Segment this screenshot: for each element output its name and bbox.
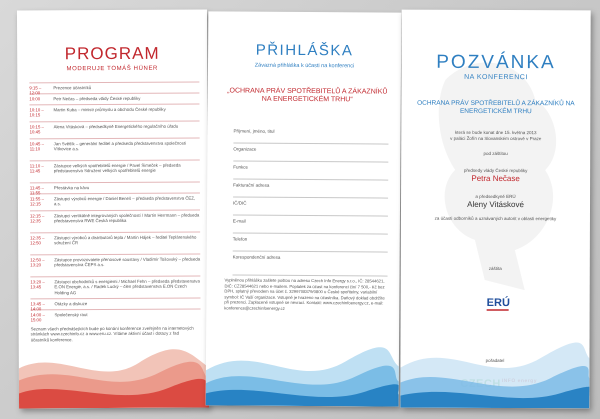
invitation-sheet <box>400 10 590 409</box>
program-row <box>29 82 199 94</box>
program-wave-graphic <box>19 338 209 409</box>
program-row-time: 11:55 – 12:15 <box>29 196 44 207</box>
registration-headline: „OCHRANA PRÁV SPOTŘEBITELŮ A ZÁKAZNÍKŮ NA ENERGETICKÉM TRHU“ <box>227 87 388 104</box>
program-row-time: 11:10 – 11:45 <box>29 163 44 174</box>
eru-logo <box>483 290 513 318</box>
program-row-text: Petr Nečas – předseda vlády České republiky <box>53 95 141 102</box>
invitation-title: POZVÁNKA <box>436 51 556 74</box>
registration-wave-graphic <box>206 335 399 406</box>
program-row-text: Otázky a diskuze <box>54 301 88 307</box>
invitation-eru-name: Aleny Vitáskové <box>467 199 524 210</box>
form-field-label: Organizace <box>233 144 388 163</box>
program-row-text: Společenský raut <box>54 312 88 318</box>
program-row <box>30 210 200 233</box>
program-row <box>29 104 199 122</box>
registration-subtitle: Závazná přihláška k účasti na konferenci <box>254 62 355 70</box>
program-row-text: Prezence účastníků <box>53 85 92 91</box>
invitation-pm-name: Petra Nečase <box>471 173 520 184</box>
program-row <box>30 121 200 139</box>
program-row-text: Zástupce provozovatele přenosové soustavy / Vladimír Tošovský – předseda představenstva ČEPS a.s. <box>54 256 201 268</box>
program-row-text: Přestávka na kávu <box>53 185 90 191</box>
program-row-time: 10:00 <box>29 96 41 102</box>
registration-notes: Vyplněnou přihlášku zašlete poštou na adresu Czech Info Energy s.r.o., IČ: 28544621, DIČ: CZ28544621 nebo e-mailem. Poplatek za účast na konferenci činí 7 500,- Kč bez DPH, splatný převodem na účet č. 3299708379/0800 u České spořitelny, variabilní symbol: IČ Vaší organizace. Vstupné je hrazeno na účastníka. Daňový doklad obdržíte při prezenci. Zaplacené vstupné se nevrací. Kontakt: www.czechinfoenergy.cz, e-mail: konference@czechinfoenergy.cz <box>224 277 385 311</box>
program-row-text: Jan Světlík – generální ředitel a předseda představenstva společnosti Vítkovice a.s. <box>53 140 187 152</box>
program-row-text: Zástupci výrobců a distributorů tepla / Martin Hájek – ředitel Teplárenského sdružení ČR <box>54 234 197 246</box>
invitation-subtitle: NA KONFERENCI <box>464 73 528 82</box>
form-field-label: E-mail <box>233 216 388 235</box>
form-field-label: Telefon <box>233 234 388 253</box>
invitation-wave-graphic <box>400 318 589 409</box>
form-field-label: IČ/DIČ <box>233 198 388 217</box>
program-row-time: 13:20 – 13:45 <box>30 279 45 290</box>
registration-sheet <box>206 11 402 406</box>
program-row-time: 13:45 – 14:00 <box>30 301 45 312</box>
program-row <box>31 309 201 321</box>
program-row <box>30 182 200 194</box>
program-row-time: 9:15 – 12:00 <box>29 85 42 96</box>
program-row <box>30 298 200 310</box>
program-row-time: 12:35 – 12:50 <box>30 235 45 246</box>
program-row <box>30 138 200 161</box>
program-row <box>30 254 200 277</box>
program-row-text: Zástupci obchodníků s energiemi / Michael Fehn – předseda představenstva E.ON Energie, a.s. / Radek Lucký – člen představenstva E.ON Czech Holding AG <box>54 278 200 296</box>
program-row <box>30 160 200 183</box>
program-row-time: 12:15 – 12:35 <box>30 213 45 224</box>
program-row-text: Alena Vitásková – předsedkyně Energetického regulačního úřadu <box>53 123 179 130</box>
registration-form <box>233 126 389 277</box>
program-row-time: 10:45 – 11:10 <box>29 141 45 152</box>
program-row-time: 10:15 – 10:45 <box>29 124 44 135</box>
program-row-time: 11:45 – 11:55 <box>29 185 44 196</box>
form-field-label: Fakturační adresa <box>233 180 388 199</box>
invitation-pm-role: předsedy vlády České republiky <box>463 167 528 174</box>
program-row-text: Martin Kuba – ministr průmyslu a obchodu České republiky <box>53 106 166 113</box>
program-row <box>30 193 200 211</box>
invitation-place: v paláci Žofín na Slovanském ostrově v Praze <box>450 135 542 142</box>
program-footer-note: Seznam všech přednášejících bude po konání konference zveřejněn na internetových stránkách www.czechinfo.cz a www.eru.cz. Vítáme aktivní účast i dotazy z řad účastníků konference. <box>30 325 194 343</box>
invitation-headline: OCHRANA PRÁV SPOTŘEBITELŮ A ZÁKAZNÍKŮ NA ENERGETICKÉM TRHU <box>417 99 575 115</box>
program-sheet <box>17 10 209 409</box>
invitation-date: která se bude konat dne 15. května 2013 <box>454 129 537 136</box>
invitation-eru-role: a předsedkyně ERÚ <box>475 193 516 200</box>
invitation-patronage-small: záštita <box>488 265 502 272</box>
program-row <box>30 232 200 255</box>
program-row-time: 12:50 – 13:20 <box>30 257 45 268</box>
form-field-label: Funkce <box>233 162 388 181</box>
program-title: PROGRAM <box>64 43 160 64</box>
program-row-text: Zástupci vertikálně integrovaných společností / Martin Herrmann – předseda představenstva RWE Česká republika <box>54 212 200 224</box>
program-row <box>29 93 199 105</box>
program-schedule <box>29 82 200 321</box>
eru-logo-text: ERÚ <box>486 296 510 310</box>
program-moderator: MODERUJE TOMÁŠ HÜNER <box>66 65 159 73</box>
form-field-label: Korespondenční adresa <box>233 252 388 277</box>
invitation-patronage-label: pod záštitou <box>483 150 508 157</box>
program-row-time: 10:10 – 10:15 <box>29 107 44 118</box>
program-row-time: 14:00 – 15:00 <box>30 312 45 323</box>
form-field-label: Příjmení, jméno, titul <box>233 126 388 145</box>
program-row <box>30 276 200 299</box>
program-row-text: Zástupci výrobců energie / Daniel Beneš – předseda představenstva ČEZ, a.s. <box>53 195 196 207</box>
invitation-experts-line: za účasti odborníků a uznávaných autorit v oblasti energetiky <box>434 215 557 222</box>
invitation-organizer-label: pořadatel <box>485 357 505 364</box>
program-row-text: Zástupce velkých spotřebitelů energie / Pavel Šimeček – předseda představenstva Sdružení velkých spotřebitelů energie <box>53 162 181 174</box>
registration-title: PŘIHLÁŠKA <box>255 41 354 60</box>
